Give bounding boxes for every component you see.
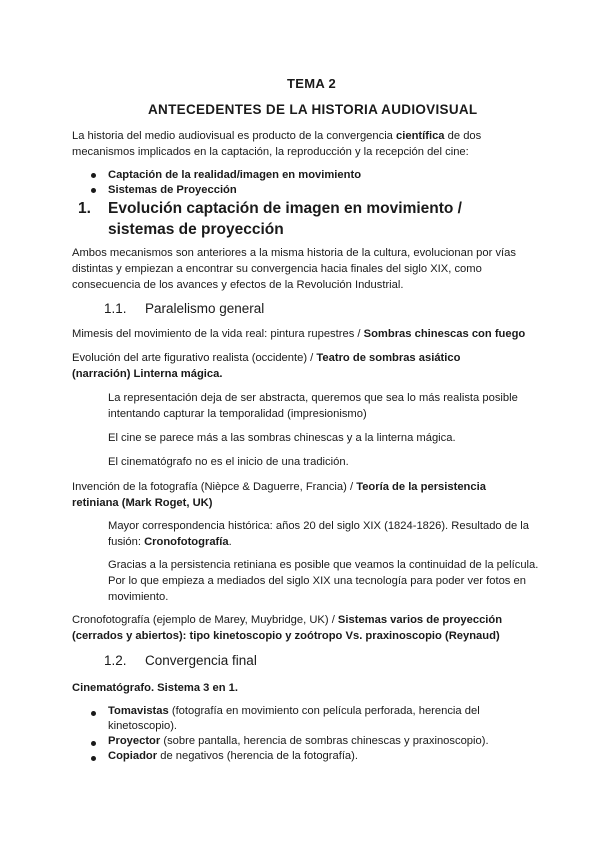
bullet-dot bbox=[91, 741, 96, 746]
bullet-dot bbox=[91, 173, 96, 178]
convergencia-bullet-3: Copiador de negativos (herencia de la fotografía). bbox=[108, 750, 358, 762]
section-1-number: 1. bbox=[78, 200, 91, 217]
bullet-dot bbox=[91, 756, 96, 761]
section-1-2-number: 1.2. bbox=[104, 653, 127, 668]
tema-label: TEMA 2 bbox=[287, 76, 336, 91]
convergencia-bullet-1: Tomavistas (fotografía en movimiento con película perforada, herencia del kinetoscopio). bbox=[108, 705, 480, 732]
convergencia-bullet-2: Proyector (sobre pantalla, herencia de sombras chinescas y praxinoscopio). bbox=[108, 735, 489, 747]
intro-bullet-2: Sistemas de Proyección bbox=[108, 184, 237, 196]
gracias-paragraph: Gracias a la persistencia retiniana es posible que veamos la continuidad de la película. Por lo que empieza a mediados del siglo XIX una tecnología para poder ver fotos en movimiento. bbox=[108, 559, 539, 603]
invencion-paragraph: Invención de la fotografía (Nièpce & Daguerre, Francia) / Teoría de la persistencia retiniana (Mark Roget, UK) bbox=[72, 481, 486, 509]
indent-paragraph-3: El cinematógrafo no es el inicio de una tradición. bbox=[108, 456, 349, 468]
section-1-title: Evolución captación de imagen en movimiento / sistemas de proyección bbox=[108, 200, 462, 238]
cinematografo-lead: Cinematógrafo. Sistema 3 en 1. bbox=[72, 682, 238, 694]
mayor-paragraph: Mayor correspondencia histórica: años 20 del siglo XIX (1824-1826). Resultado de la fusión: Cronofotografía. bbox=[108, 520, 530, 548]
section-1-2-title: Convergencia final bbox=[145, 653, 257, 668]
section-1-1-number: 1.1. bbox=[104, 301, 127, 316]
indent-paragraph-1: La representación deja de ser abstracta, queremos que sea lo más realista posible intentando capturar la temporalidad (impresionismo) bbox=[108, 392, 518, 420]
mimesis-line: Mimesis del movimiento de la vida real: pintura rupestres / Sombras chinescas con fuego bbox=[72, 328, 526, 340]
section-1-1-title: Paralelismo general bbox=[145, 301, 265, 316]
indent-paragraph-2: El cine se parece más a las sombras chinescas y a la linterna mágica. bbox=[108, 432, 456, 444]
bullet-dot bbox=[91, 188, 96, 193]
cronofotografia-paragraph: Cronofotografía (ejemplo de Marey, Muybridge, UK) / Sistemas varios de proyección (cerrados y abiertos): tipo kinetoscopio y zoótropo Vs. praxinoscopio (Reynaud) bbox=[72, 614, 503, 642]
section-1-paragraph: Ambos mecanismos son anteriores a la misma historia de la cultura, evolucionan por vías distintas y empiezan a encontrar su convergencia hacia finales del siglo XIX, como consecuencia de los avances y efectos de la Revolución Industrial. bbox=[72, 247, 516, 291]
intro-bullet-1: Captación de la realidad/imagen en movimiento bbox=[108, 169, 362, 181]
main-title: ANTECEDENTES DE LA HISTORIA AUDIOVISUAL bbox=[148, 102, 478, 117]
bullet-dot bbox=[91, 711, 96, 716]
evolucion-paragraph: Evolución del arte figurativo realista (occidente) / Teatro de sombras asiático (narración) Linterna mágica. bbox=[72, 352, 461, 380]
intro-paragraph: La historia del medio audiovisual es producto de la convergencia científica de dos mecanismos implicados en la captación, la reproducción y la recepción del cine: bbox=[72, 130, 482, 158]
intro-bold: científica bbox=[396, 130, 445, 142]
